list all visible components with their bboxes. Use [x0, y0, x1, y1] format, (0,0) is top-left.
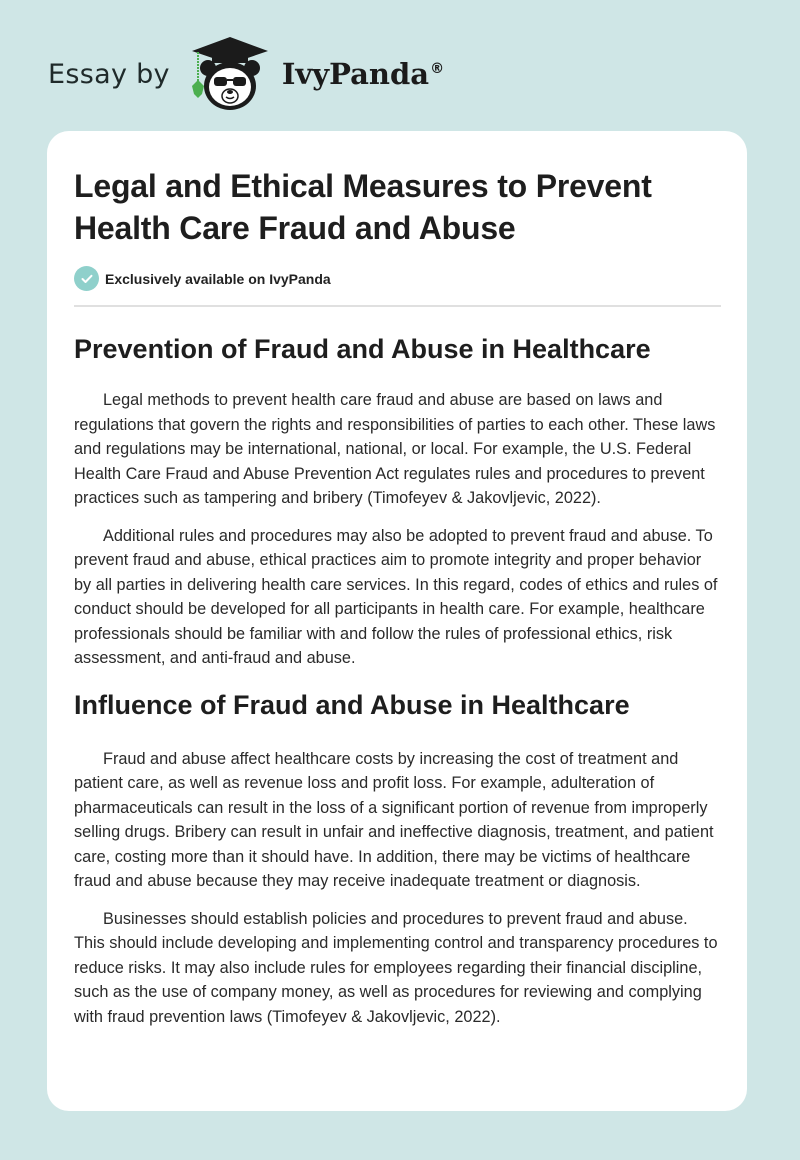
section-heading: Influence of Fraud and Abuse in Healthcare	[74, 689, 630, 720]
essay-title: Legal and Ethical Measures to Prevent Health Care Fraud and Abuse	[74, 168, 652, 246]
essay-card	[47, 131, 747, 1111]
registered-mark: ®	[430, 61, 445, 78]
check-circle-icon	[74, 266, 99, 291]
paragraph: Additional rules and procedures may also be adopted to prevent fraud and abuse. To prevent fraud and abuse, ethical practices aim to promote integrity and proper behavior by all parties in delivering health care services. In this regard, codes of ethics and rules of conduct should be developed for all participants in health care. For example, healthcare professionals should be familiar with and follow the rules of professional ethics, risk assessment, and anti-fraud and abuse.	[74, 526, 718, 667]
essay-by-label: Essay by	[48, 58, 170, 90]
exclusive-badge	[74, 266, 721, 291]
section-influence	[74, 687, 721, 1030]
site-header	[48, 34, 444, 114]
paragraph: Businesses should establish policies and procedures to prevent fraud and abuse. This should include developing and implementing control and transparency procedures to reduce risks. It may also include rules for employees regarding their financial discipline, such as the use of company money, as well as procedures for reviewing and complying with fraud prevention laws (Timofeyev & Jakovljevic, 2022).	[74, 909, 718, 1026]
paragraph: Legal methods to prevent health care fraud and abuse are based on laws and regulations that govern the rights and responsibilities of parties to each other. These laws and regulations may be international, national, or local. For example, the U.S. Federal Health Care Fraud and Abuse Prevention Act regulates rules and procedures to prevent practices such as tampering and bribery (Timofeyev & Jakovljevic, 2022).	[74, 391, 716, 507]
section-heading: Prevention of Fraud and Abuse in Healthcare	[74, 334, 651, 364]
paragraph: Fraud and abuse affect healthcare costs by increasing the cost of treatment and patient care, as well as revenue loss and profit loss. For example, adulteration of pharmaceuticals can result in the loss of a significant portion of revenue from improperly selling drugs. Bribery can result in unfair and ineffective diagnosis, treatment, and patient care, costing more than it should have. In addition, there may be victims of healthcare fraud and abuse because they may receive inadequate treatment or diagnosis.	[74, 749, 714, 890]
brand-name-text: IvyPanda	[281, 57, 430, 91]
badge-text: Exclusively available on IvyPanda	[105, 270, 331, 287]
brand-name[interactable]	[282, 57, 444, 91]
divider	[74, 305, 721, 307]
panda-logo-icon[interactable]	[188, 34, 272, 114]
section-prevention	[74, 331, 721, 671]
